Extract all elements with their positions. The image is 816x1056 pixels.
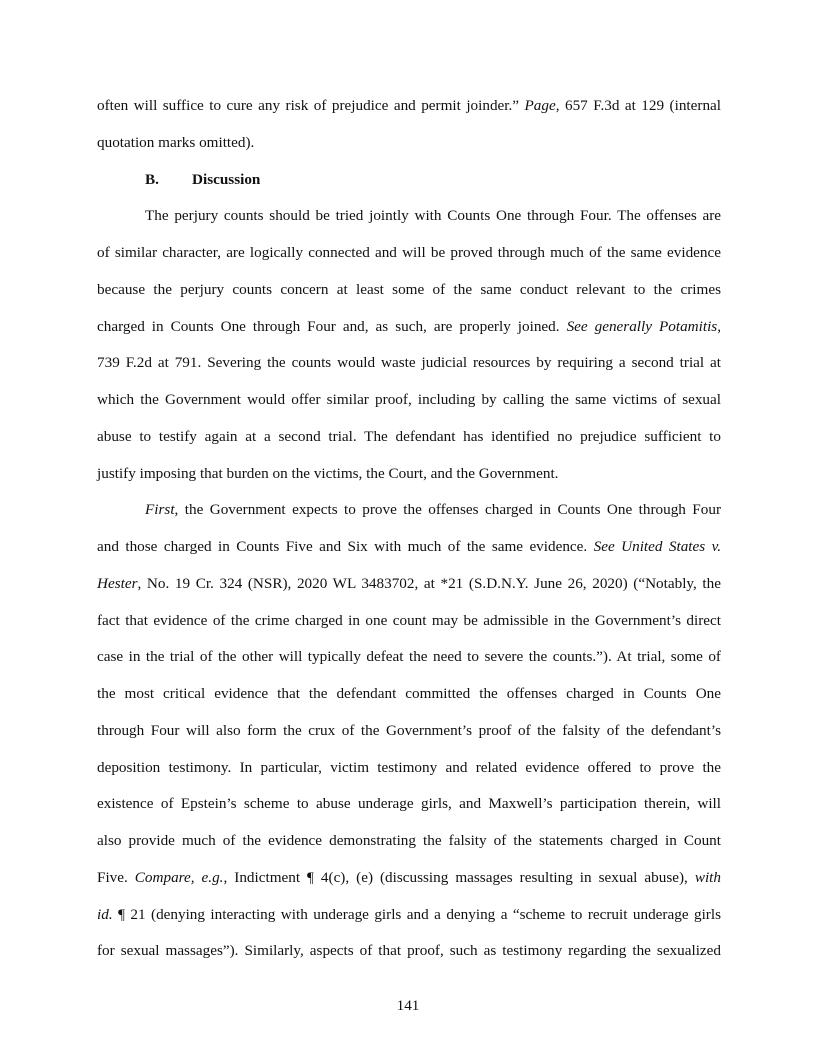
text-line: abuse to testify again at a second trial. The defendant has identified no prejudice sufficient to (97, 427, 721, 445)
text-line: The perjury counts should be tried jointly with Counts One through Four. The offenses are (145, 207, 721, 225)
text-line: deposition testimony. In particular, victim testimony and related evidence offered to prove the (97, 758, 721, 776)
text-line: and those charged in Counts Five and Six with much of the same evidence. See United States v. (97, 538, 722, 555)
text-line: justify imposing that burden on the victims, the Court, and the Government. (97, 464, 559, 482)
italic-citation: Hester (97, 574, 138, 592)
text-line: fact that evidence of the crime charged in one count may be admissible in the Government’s direct (97, 611, 721, 629)
text-line: 739 F.2d at 791. Severing the counts would waste judicial resources by requiring a second trial at (97, 354, 721, 372)
text-line: id. ¶ 21 (denying interacting with underage girls and a denying a “scheme to recruit underage girls (97, 905, 721, 923)
text-line: quotation marks omitted). (97, 133, 255, 151)
text-line: the most critical evidence that the defendant committed the offenses charged in Counts One (97, 685, 721, 702)
italic-citation: See United States v. (593, 538, 722, 555)
italic-citation: id. (97, 905, 113, 923)
text-line: existence of Epstein’s scheme to abuse underage girls, and Maxwell’s participation therein, will (97, 795, 721, 813)
italic-citation: See generally Potamitis (566, 317, 718, 335)
text-line: which the Government would offer similar proof, including by calling the same victims of sexual (97, 391, 721, 408)
text-line: Five. Compare, e.g., Indictment ¶ 4(c), (e) (discussing massages resulting in sexual abuse), with (97, 868, 721, 886)
text-line: charged in Counts One through Four and, as such, are properly joined. See generally Potamitis, (97, 317, 721, 335)
text-line: also provide much of the evidence demonstrating the falsity of the statements charged in Count (97, 832, 721, 849)
text-line: Hester, No. 19 Cr. 324 (NSR), 2020 WL 3483702, at *21 (S.D.N.Y. June 26, 2020) (“Notably, the (97, 574, 721, 592)
section-heading (97, 162, 721, 199)
body-text (97, 88, 721, 970)
text-line: First, the Government expects to prove the offenses charged in Counts One through Four (145, 501, 721, 519)
text-line: because the perjury counts concern at least some of the same conduct relevant to the crimes (97, 280, 721, 298)
text-line: case in the trial of the other will typically defeat the need to severe the counts.”). At trial, some of (97, 648, 721, 666)
page-number: 141 (396, 997, 420, 1014)
heading-letter: B. (145, 170, 159, 188)
italic-citation: Page (524, 97, 556, 114)
italic-citation: with (694, 868, 721, 886)
text-line: through Four will also form the crux of the Government’s proof of the falsity of the defendant’s (97, 721, 721, 739)
text-line: often will suffice to cure any risk of prejudice and permit joinder.” Page, 657 F.3d at 129 (internal (97, 97, 721, 114)
italic-citation: Compare, e.g. (134, 868, 224, 886)
italic-citation: First (145, 501, 175, 519)
text-line: for sexual massages”). Similarly, aspects of that proof, such as testimony regarding the sexualized (97, 942, 721, 960)
heading-title: Discussion (192, 170, 261, 188)
text-line: of similar character, are logically connected and will be proved through much of the same evidence (97, 244, 721, 261)
